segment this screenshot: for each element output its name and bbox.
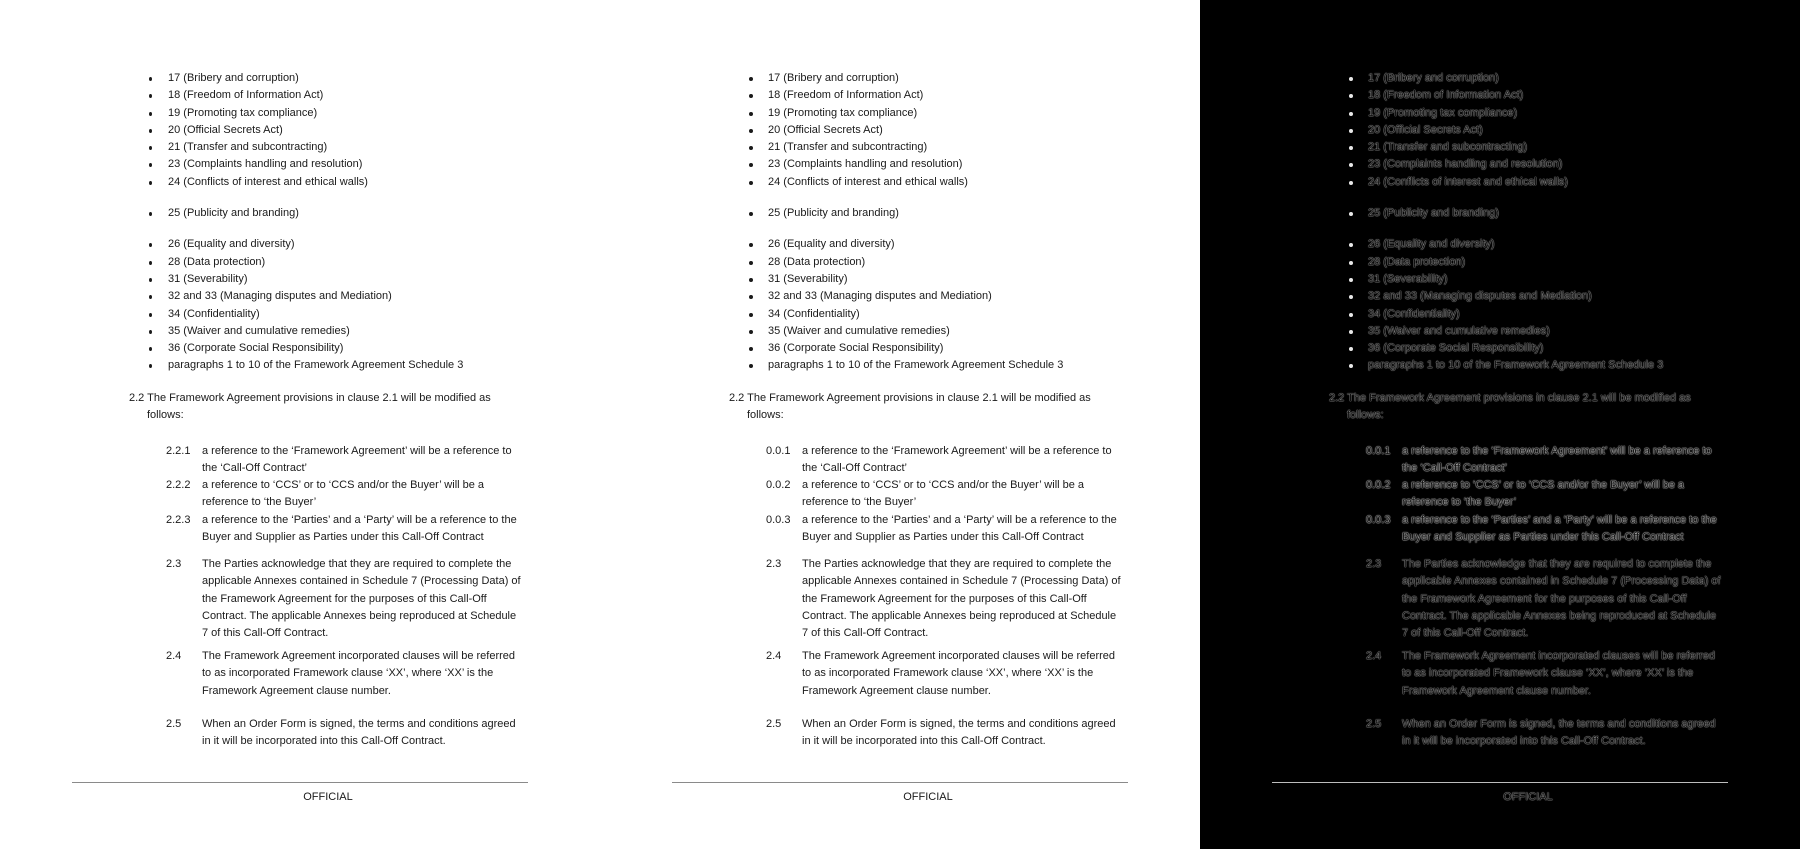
- bullet-dot-icon: [749, 129, 753, 133]
- paragraph-number: 2.3: [166, 558, 182, 570]
- bullet-item: [600, 139, 1160, 156]
- subclause: [1366, 512, 1726, 547]
- bullet-item: [1200, 357, 1760, 374]
- paragraph-number: 2.5: [766, 718, 782, 730]
- subclause-number: 2.2.1: [166, 445, 191, 457]
- subclause-number: 0.0.1: [766, 445, 791, 457]
- bullet-text: 32 and 33 (Managing disputes and Mediation): [768, 290, 992, 303]
- bullet-item: [0, 105, 560, 122]
- bullet-text: 25 (Publicity and branding): [168, 207, 299, 220]
- paragraph-line: applicable Annexes contained in Schedule 7 (Processing Data) of: [802, 575, 1121, 588]
- bullet-text: 36 (Corporate Social Responsibility): [1368, 342, 1544, 355]
- paragraph-line: Framework Agreement clause number.: [802, 684, 991, 697]
- bullet-item: [1200, 236, 1760, 253]
- subclause-text: [202, 477, 526, 512]
- paragraph-line: the Framework Agreement for the purposes of this Call-Off: [802, 592, 1087, 605]
- bullet-item: [0, 357, 560, 374]
- bullet-item: [0, 236, 560, 253]
- subclause: [766, 443, 1126, 478]
- clause-text: The Framework Agreement provisions in clause 2.1 will be modified as: [1347, 392, 1691, 404]
- bullet-text: 35 (Waiver and cumulative remedies): [1368, 324, 1550, 337]
- bullet-text: 34 (Confidentiality): [768, 307, 860, 320]
- bullet-dot-icon: [149, 181, 152, 185]
- bullet-text: 17 (Bribery and corruption): [1368, 72, 1499, 84]
- bullet-dot-icon: [149, 77, 152, 81]
- paragraph-line: applicable Annexes contained in Schedule 7 (Processing Data) of: [1402, 575, 1721, 588]
- subclause-number: 2.2.2: [166, 479, 191, 491]
- bullet-dot-icon: [1349, 112, 1353, 116]
- bullet-item: [1200, 306, 1760, 323]
- bullet-text: paragraphs 1 to 10 of the Framework Agreement Schedule 3: [768, 359, 1064, 372]
- clause-paragraph: [1366, 648, 1736, 700]
- paragraph-text: [802, 556, 1136, 642]
- page-1: [0, 0, 600, 849]
- bullet-dot-icon: [149, 364, 152, 368]
- clause-text: The Framework Agreement provisions in clause 2.1 will be modified as: [747, 392, 1091, 404]
- paragraph-number: 2.4: [766, 650, 782, 662]
- subclause-line: a reference to ‘CCS’ or to ‘CCS and/or the Buyer’ will be a: [802, 479, 1085, 491]
- paragraph-line: Contract. The applicable Annexes being reproduced at Schedule: [202, 609, 517, 622]
- paragraph-line: 7 of this Call-Off Contract.: [202, 627, 329, 640]
- paragraph-line: When an Order Form is signed, the terms and conditions agreed: [802, 718, 1116, 730]
- bullet-item: [1200, 122, 1760, 139]
- bullet-dot-icon: [149, 112, 152, 116]
- bullet-dot-icon: [749, 313, 753, 317]
- bullet-dot-icon: [1349, 295, 1353, 299]
- clause-bullet-list: [1200, 70, 1760, 375]
- bullet-text: 18 (Freedom of Information Act): [1368, 89, 1524, 102]
- paragraph-line: Contract. The applicable Annexes being reproduced at Schedule: [802, 609, 1117, 622]
- bullet-text: 32 and 33 (Managing disputes and Mediation): [168, 290, 392, 303]
- clause-text-continued: follows:: [747, 409, 784, 422]
- clause-number: 2.2: [729, 392, 745, 404]
- bullet-dot-icon: [149, 330, 152, 334]
- clause-text: The Framework Agreement provisions in clause 2.1 will be modified as: [147, 392, 491, 404]
- bullet-text: 26 (Equality and diversity): [768, 238, 895, 251]
- bullet-dot-icon: [149, 313, 152, 317]
- bullet-text: 17 (Bribery and corruption): [168, 72, 299, 84]
- bullet-text: 35 (Waiver and cumulative remedies): [168, 324, 350, 337]
- bullet-dot-icon: [149, 261, 152, 265]
- bullet-dot-icon: [149, 129, 152, 133]
- bullet-dot-icon: [749, 330, 753, 334]
- paragraph-text: [202, 556, 536, 642]
- bullet-text: 23 (Complaints handling and resolution): [768, 158, 963, 171]
- paragraph-line: The Framework Agreement incorporated clauses will be referred: [202, 650, 516, 662]
- paragraph-number: 2.5: [166, 718, 182, 730]
- bullet-dot-icon: [749, 146, 753, 150]
- clause-text-continued: follows:: [1347, 409, 1384, 422]
- bullet-text: 19 (Promoting tax compliance): [768, 106, 918, 119]
- bullet-dot-icon: [1349, 313, 1353, 317]
- bullet-text: 24 (Conflicts of interest and ethical walls): [168, 175, 368, 188]
- bullet-item: [0, 340, 560, 357]
- bullet-item: [1200, 288, 1760, 305]
- footer-rule: [1272, 782, 1728, 783]
- bullet-item: [600, 288, 1160, 305]
- bullet-dot-icon: [749, 163, 753, 167]
- paragraph-line: When an Order Form is signed, the terms and conditions agreed: [202, 718, 516, 730]
- bullet-dot-icon: [149, 163, 152, 167]
- subclause-text: [1402, 443, 1726, 478]
- paragraph-line: the Framework Agreement for the purposes of this Call-Off: [202, 592, 487, 605]
- bullet-text: 34 (Confidentiality): [168, 307, 260, 320]
- clause-number: 2.2: [1329, 392, 1345, 404]
- bullet-item: [1200, 323, 1760, 340]
- bullet-dot-icon: [749, 347, 753, 351]
- bullet-item: [600, 357, 1160, 374]
- bullet-item: [600, 306, 1160, 323]
- paragraph-text: [1402, 716, 1736, 751]
- subclause-line: the ‘Call-Off Contract’: [802, 462, 907, 475]
- bullet-item: [600, 271, 1160, 288]
- bullet-item: [1200, 105, 1760, 122]
- paragraph-line: in it will be incorporated into this Call-Off Contract.: [802, 735, 1046, 748]
- paragraph-text: [1402, 556, 1736, 642]
- footer-rule: [672, 782, 1128, 783]
- bullet-text: 28 (Data protection): [168, 255, 266, 268]
- subclause: [166, 477, 526, 512]
- subclause-line: Buyer and Supplier as Parties under this Call-Off Contract: [1402, 531, 1684, 544]
- subclause: [166, 512, 526, 547]
- subclause: [766, 512, 1126, 547]
- bullet-text: 21 (Transfer and subcontracting): [168, 141, 328, 154]
- bullet-text: 31 (Severability): [768, 272, 848, 285]
- footer-classification: OFFICIAL: [903, 791, 953, 803]
- bullet-item: [1200, 139, 1760, 156]
- bullet-dot-icon: [1349, 261, 1353, 265]
- subclause: [1366, 443, 1726, 478]
- paragraph-line: the Framework Agreement for the purposes of this Call-Off: [1402, 592, 1687, 605]
- bullet-item: [0, 254, 560, 271]
- clause-bullet-list: [0, 70, 560, 375]
- page-2: [600, 0, 1200, 849]
- bullet-item: [1200, 70, 1760, 87]
- clause-paragraph: [766, 556, 1136, 642]
- bullet-dot-icon: [749, 212, 753, 216]
- subclause-line: reference to ‘the Buyer’: [202, 496, 317, 509]
- bullet-dot-icon: [1349, 129, 1353, 133]
- bullet-item: [1200, 254, 1760, 271]
- subclause: [766, 477, 1126, 512]
- footer-rule: [72, 782, 528, 783]
- clause-paragraph: [766, 648, 1136, 700]
- paragraph-line: When an Order Form is signed, the terms and conditions agreed: [1402, 718, 1716, 730]
- bullet-dot-icon: [1349, 77, 1353, 81]
- bullet-text: 21 (Transfer and subcontracting): [1368, 141, 1528, 154]
- bullet-item: [1200, 156, 1760, 173]
- paragraph-line: The Framework Agreement incorporated clauses will be referred: [1402, 650, 1716, 662]
- bullet-text: 18 (Freedom of Information Act): [168, 89, 324, 102]
- paragraph-line: The Parties acknowledge that they are required to complete the: [202, 558, 512, 570]
- subclause-text: [1402, 477, 1726, 512]
- bullet-text: 24 (Conflicts of interest and ethical walls): [1368, 175, 1568, 188]
- bullet-text: 18 (Freedom of Information Act): [768, 89, 924, 102]
- bullet-dot-icon: [1349, 146, 1353, 150]
- subclause-text: [802, 443, 1126, 478]
- clause-paragraph: [766, 716, 1136, 751]
- subclause-number: 0.0.3: [766, 514, 791, 526]
- paragraph-line: applicable Annexes contained in Schedule 7 (Processing Data) of: [202, 575, 521, 588]
- paragraph-number: 2.4: [1366, 650, 1382, 662]
- bullet-text: 28 (Data protection): [1368, 255, 1466, 268]
- bullet-dot-icon: [749, 295, 753, 299]
- paragraph-line: 7 of this Call-Off Contract.: [802, 627, 929, 640]
- bullet-text: paragraphs 1 to 10 of the Framework Agreement Schedule 3: [168, 359, 464, 372]
- paragraph-line: The Parties acknowledge that they are required to complete the: [1402, 558, 1712, 570]
- paragraph-line: to as incorporated Framework clause ‘XX’, where ‘XX’ is the: [202, 667, 494, 680]
- bullet-item: [0, 174, 560, 191]
- bullet-text: 31 (Severability): [168, 272, 248, 285]
- bullet-text: 23 (Complaints handling and resolution): [1368, 158, 1563, 171]
- bullet-item: [0, 205, 560, 222]
- bullet-text: 36 (Corporate Social Responsibility): [168, 342, 344, 355]
- bullet-dot-icon: [749, 364, 753, 368]
- bullet-item: [0, 288, 560, 305]
- bullet-text: 25 (Publicity and branding): [1368, 207, 1499, 220]
- bullet-text: 20 (Official Secrets Act): [1368, 123, 1483, 136]
- bullet-dot-icon: [1349, 347, 1353, 351]
- subclause-line: a reference to the ‘Framework Agreement’ will be a reference to: [802, 445, 1112, 457]
- bullet-item: [600, 323, 1160, 340]
- bullet-item: [0, 87, 560, 104]
- subclause: [166, 443, 526, 478]
- bullet-dot-icon: [149, 243, 152, 247]
- subclause-line: a reference to ‘CCS’ or to ‘CCS and/or the Buyer’ will be a: [202, 479, 485, 491]
- bullet-item: [1200, 174, 1760, 191]
- bullet-dot-icon: [149, 295, 152, 299]
- subclause-line: a reference to the ‘Parties’ and a ‘Party’ will be a reference to the: [202, 514, 517, 526]
- subclause-line: a reference to the ‘Parties’ and a ‘Party’ will be a reference to the: [1402, 514, 1717, 526]
- subclause: [1366, 477, 1726, 512]
- bullet-text: 17 (Bribery and corruption): [768, 72, 899, 84]
- bullet-dot-icon: [1349, 163, 1353, 167]
- bullet-item: [1200, 205, 1760, 222]
- paragraph-text: [802, 648, 1136, 700]
- bullet-item: [0, 70, 560, 87]
- bullet-text: 19 (Promoting tax compliance): [168, 106, 318, 119]
- bullet-dot-icon: [1349, 243, 1353, 247]
- footer-classification: OFFICIAL: [303, 791, 353, 803]
- paragraph-line: in it will be incorporated into this Call-Off Contract.: [202, 735, 446, 748]
- paragraph-text: [802, 716, 1136, 751]
- paragraph-number: 2.3: [766, 558, 782, 570]
- bullet-item: [600, 70, 1160, 87]
- bullet-dot-icon: [749, 112, 753, 116]
- bullet-item: [1200, 340, 1760, 357]
- bullet-text: 36 (Corporate Social Responsibility): [768, 342, 944, 355]
- bullet-text: 19 (Promoting tax compliance): [1368, 106, 1518, 119]
- bullet-item: [600, 105, 1160, 122]
- bullet-dot-icon: [749, 77, 753, 81]
- clause-bullet-list: [600, 70, 1160, 375]
- bullet-item: [0, 271, 560, 288]
- paragraph-line: Contract. The applicable Annexes being reproduced at Schedule: [1402, 609, 1717, 622]
- clause-paragraph: [166, 556, 536, 642]
- paragraph-line: to as incorporated Framework clause ‘XX’, where ‘XX’ is the: [802, 667, 1094, 680]
- bullet-text: 35 (Waiver and cumulative remedies): [768, 324, 950, 337]
- paragraph-line: to as incorporated Framework clause ‘XX’, where ‘XX’ is the: [1402, 667, 1694, 680]
- subclause-number: 0.0.2: [1366, 479, 1391, 491]
- bullet-text: 24 (Conflicts of interest and ethical walls): [768, 175, 968, 188]
- bullet-item: [0, 156, 560, 173]
- bullet-text: paragraphs 1 to 10 of the Framework Agreement Schedule 3: [1368, 359, 1664, 372]
- bullet-text: 26 (Equality and diversity): [168, 238, 295, 251]
- subclause-text: [202, 512, 526, 547]
- clause-paragraph: [166, 716, 536, 751]
- subclause-text: [802, 512, 1126, 547]
- paragraph-line: 7 of this Call-Off Contract.: [1402, 627, 1529, 640]
- bullet-item: [0, 306, 560, 323]
- subclause-line: a reference to the ‘Framework Agreement’ will be a reference to: [1402, 445, 1712, 457]
- bullet-item: [600, 87, 1160, 104]
- subclause-text: [202, 443, 526, 478]
- bullet-item: [0, 122, 560, 139]
- bullet-text: 34 (Confidentiality): [1368, 307, 1460, 320]
- bullet-text: 25 (Publicity and branding): [768, 207, 899, 220]
- bullet-text: 20 (Official Secrets Act): [168, 123, 283, 136]
- bullet-dot-icon: [149, 347, 152, 351]
- paragraph-line: The Framework Agreement incorporated clauses will be referred: [802, 650, 1116, 662]
- bullet-item: [600, 122, 1160, 139]
- bullet-text: 21 (Transfer and subcontracting): [768, 141, 928, 154]
- bullet-item: [0, 139, 560, 156]
- bullet-text: 20 (Official Secrets Act): [768, 123, 883, 136]
- bullet-item: [1200, 271, 1760, 288]
- bullet-item: [600, 254, 1160, 271]
- paragraph-number: 2.4: [166, 650, 182, 662]
- bullet-text: 23 (Complaints handling and resolution): [168, 158, 363, 171]
- bullet-dot-icon: [1349, 278, 1353, 282]
- bullet-dot-icon: [1349, 364, 1353, 368]
- subclause-line: reference to ‘the Buyer’: [1402, 496, 1517, 509]
- paragraph-number: 2.5: [1366, 718, 1382, 730]
- bullet-dot-icon: [149, 146, 152, 150]
- subclause-line: Buyer and Supplier as Parties under this Call-Off Contract: [202, 531, 484, 544]
- bullet-dot-icon: [749, 94, 753, 98]
- paragraph-line: The Parties acknowledge that they are required to complete the: [802, 558, 1112, 570]
- paragraph-number: 2.3: [1366, 558, 1382, 570]
- bullet-dot-icon: [749, 181, 753, 185]
- page-3-inverted: [1200, 0, 1800, 849]
- bullet-dot-icon: [1349, 181, 1353, 185]
- clause-2-2: [1329, 390, 1749, 425]
- subclause-line: the ‘Call-Off Contract’: [202, 462, 307, 475]
- bullet-dot-icon: [1349, 330, 1353, 334]
- bullet-item: [600, 156, 1160, 173]
- bullet-text: 32 and 33 (Managing disputes and Mediation): [1368, 290, 1592, 303]
- bullet-dot-icon: [749, 243, 753, 247]
- subclause-text: [802, 477, 1126, 512]
- subclause-number: 2.2.3: [166, 514, 191, 526]
- bullet-item: [600, 174, 1160, 191]
- paragraph-line: Framework Agreement clause number.: [1402, 684, 1591, 697]
- subclause-number: 0.0.1: [1366, 445, 1391, 457]
- bullet-dot-icon: [149, 278, 152, 282]
- subclause-line: a reference to the ‘Parties’ and a ‘Party’ will be a reference to the: [802, 514, 1117, 526]
- subclause-number: 0.0.3: [1366, 514, 1391, 526]
- bullet-item: [600, 340, 1160, 357]
- clause-number: 2.2: [129, 392, 145, 404]
- bullet-dot-icon: [749, 278, 753, 282]
- subclause-number: 0.0.2: [766, 479, 791, 491]
- footer-classification: OFFICIAL: [1503, 791, 1553, 803]
- bullet-dot-icon: [749, 261, 753, 265]
- subclause-line: a reference to the ‘Framework Agreement’ will be a reference to: [202, 445, 512, 457]
- clause-paragraph: [166, 648, 536, 700]
- bullet-dot-icon: [149, 212, 152, 216]
- bullet-dot-icon: [1349, 212, 1353, 216]
- subclause-line: a reference to ‘CCS’ or to ‘CCS and/or the Buyer’ will be a: [1402, 479, 1685, 491]
- paragraph-text: [202, 716, 536, 751]
- bullet-text: 26 (Equality and diversity): [1368, 238, 1495, 251]
- paragraph-text: [202, 648, 536, 700]
- bullet-item: [600, 236, 1160, 253]
- clause-2-2: [129, 390, 549, 425]
- bullet-dot-icon: [1349, 94, 1353, 98]
- subclause-line: Buyer and Supplier as Parties under this Call-Off Contract: [802, 531, 1084, 544]
- bullet-item: [600, 205, 1160, 222]
- bullet-item: [1200, 87, 1760, 104]
- bullet-text: 28 (Data protection): [768, 255, 866, 268]
- clause-paragraph: [1366, 716, 1736, 751]
- clause-paragraph: [1366, 556, 1736, 642]
- subclause-line: reference to ‘the Buyer’: [802, 496, 917, 509]
- bullet-text: 31 (Severability): [1368, 272, 1448, 285]
- bullet-dot-icon: [149, 94, 152, 98]
- paragraph-text: [1402, 648, 1736, 700]
- subclause-line: the ‘Call-Off Contract’: [1402, 462, 1507, 475]
- bullet-item: [0, 323, 560, 340]
- clause-2-2: [729, 390, 1149, 425]
- clause-text-continued: follows:: [147, 409, 184, 422]
- paragraph-line: in it will be incorporated into this Call-Off Contract.: [1402, 735, 1646, 748]
- paragraph-line: Framework Agreement clause number.: [202, 684, 391, 697]
- subclause-text: [1402, 512, 1726, 547]
